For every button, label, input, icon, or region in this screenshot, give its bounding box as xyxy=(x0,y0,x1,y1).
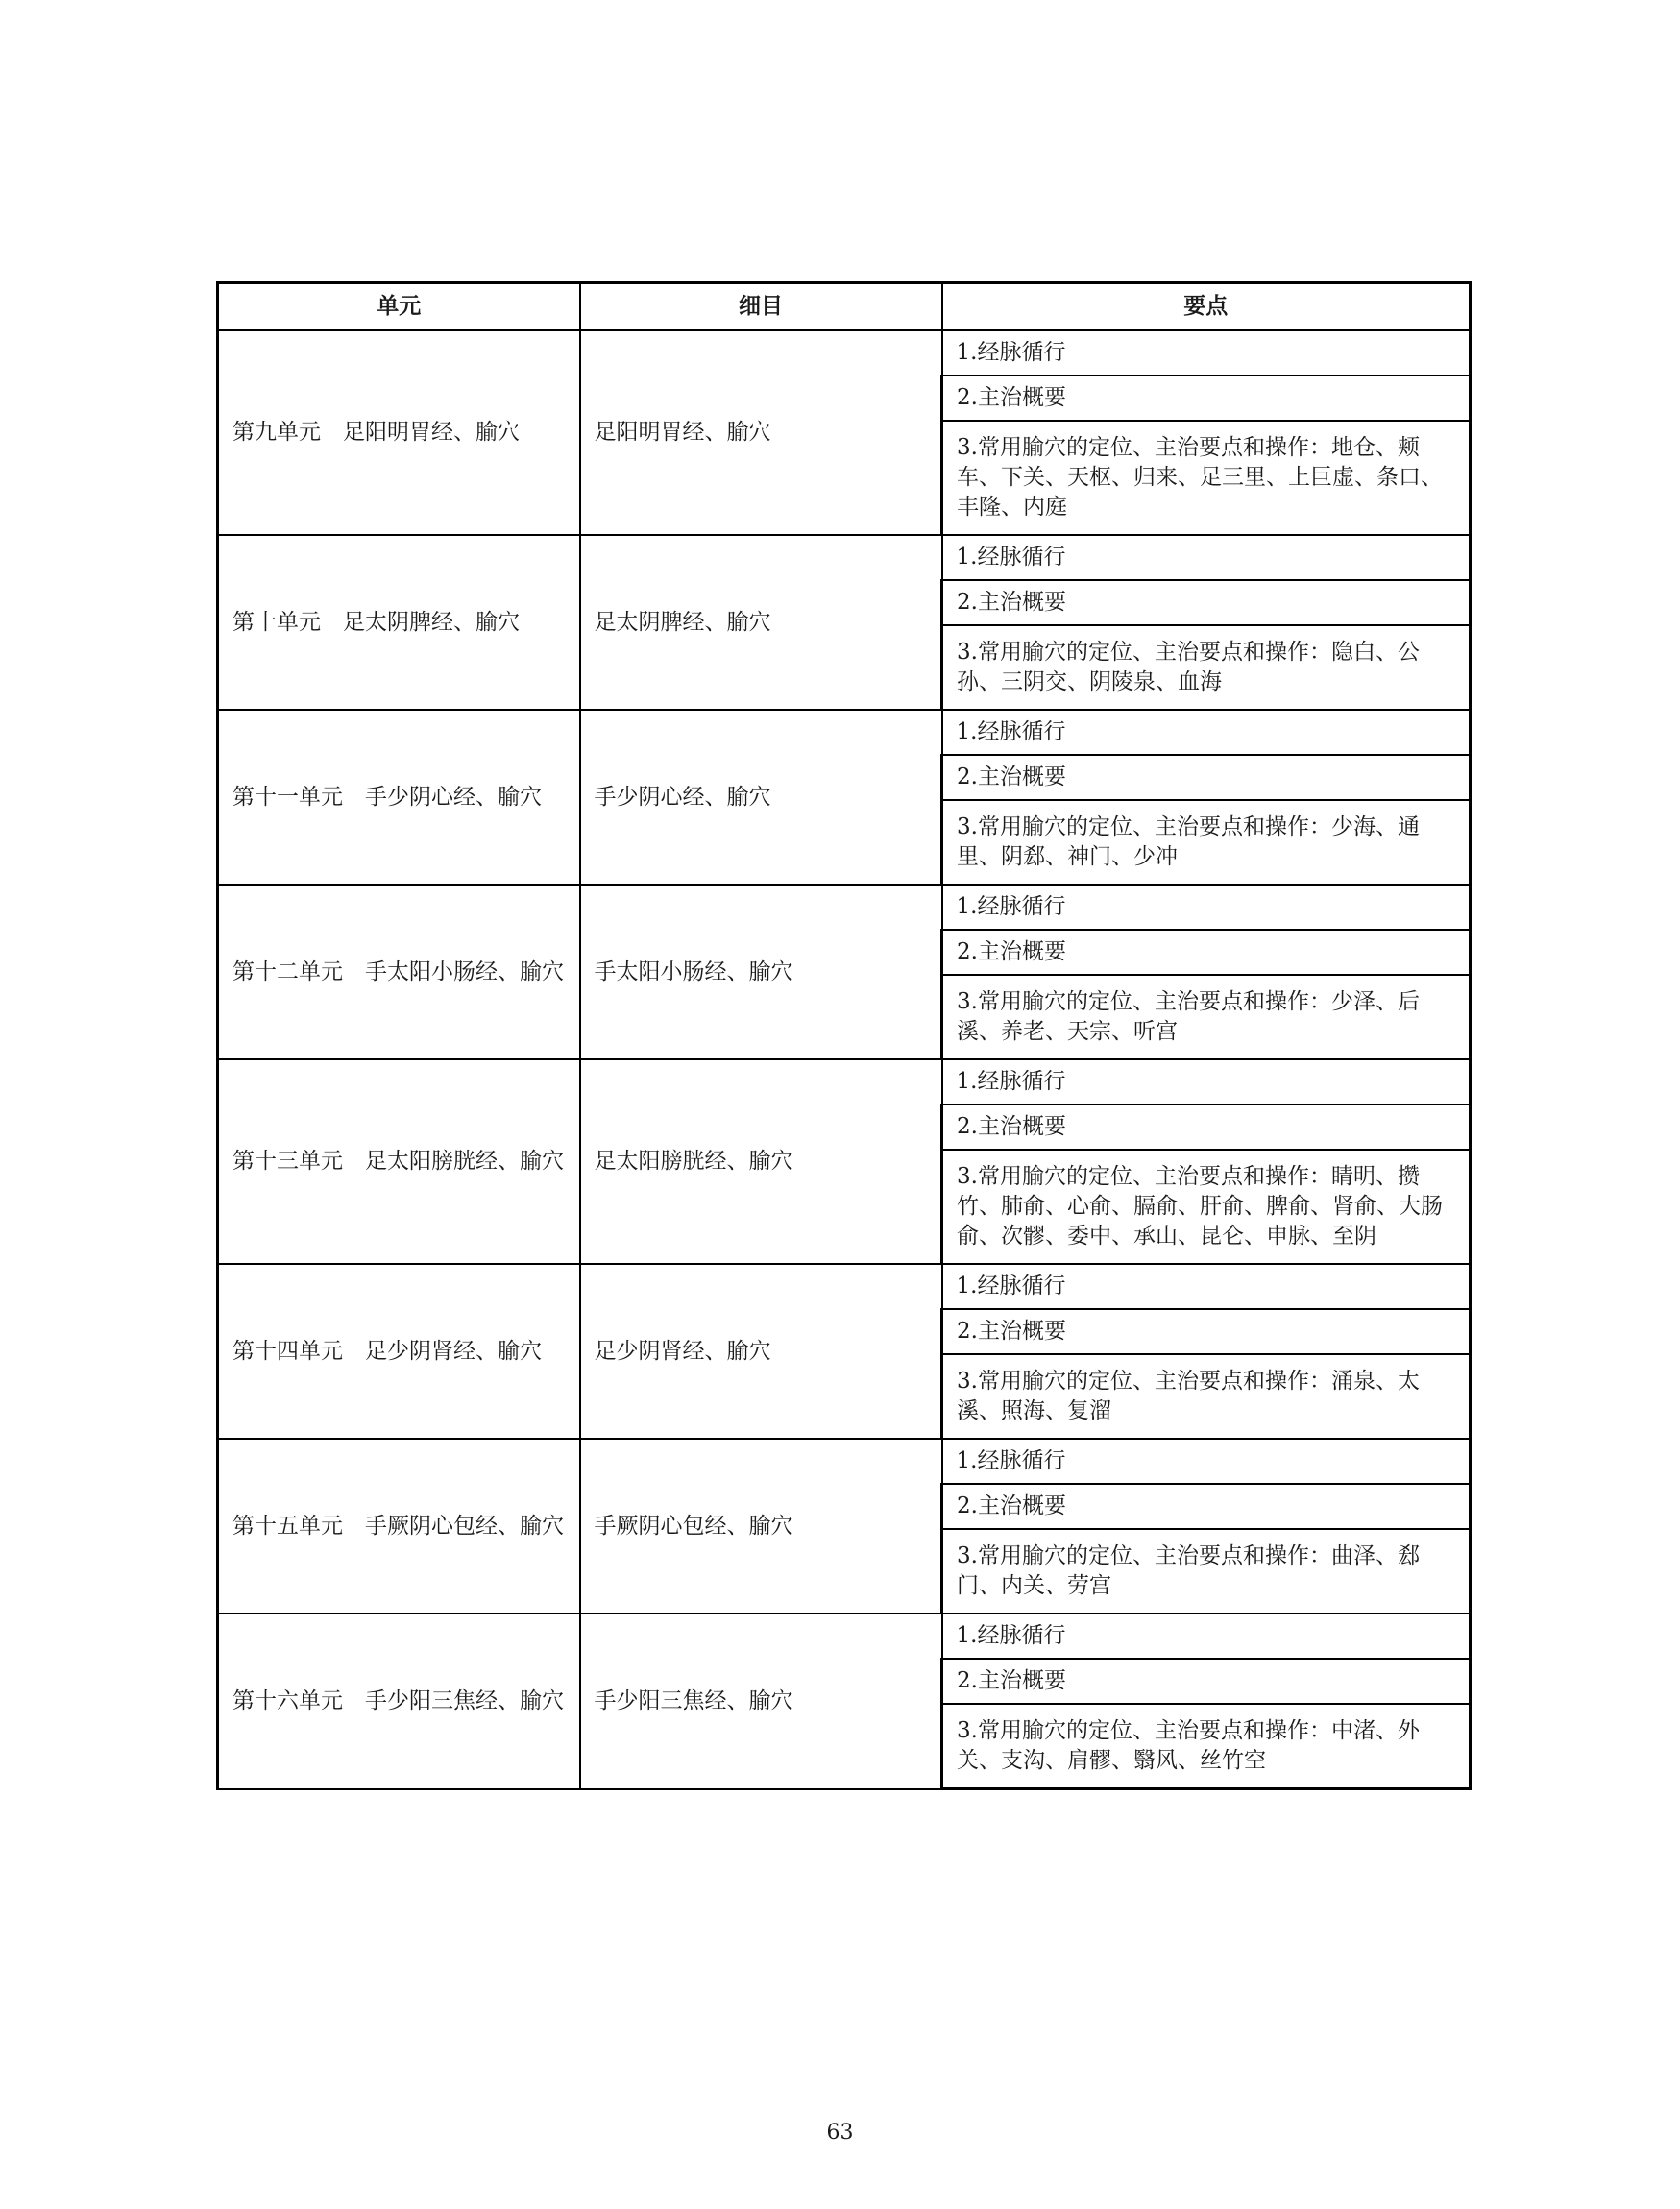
unit-cell: 第十六单元 手少阳三焦经、腧穴 xyxy=(218,1614,580,1789)
table-row xyxy=(218,885,1471,930)
point-cell: 1.经脉循行 xyxy=(942,1614,1471,1659)
item-cell: 足少阴肾经、腧穴 xyxy=(580,1264,942,1439)
point-cell: 3.常用腧穴的定位、主治要点和操作：地仓、颊车、下关、天枢、归来、足三里、上巨虚、条口、丰隆、内庭 xyxy=(942,421,1471,535)
point-cell: 1.经脉循行 xyxy=(942,535,1471,580)
point-cell: 2.主治概要 xyxy=(942,1104,1471,1150)
point-cell: 3.常用腧穴的定位、主治要点和操作：少海、通里、阴郄、神门、少冲 xyxy=(942,800,1471,885)
unit-cell: 第十一单元 手少阴心经、腧穴 xyxy=(218,710,580,885)
unit-cell: 第十单元 足太阴脾经、腧穴 xyxy=(218,535,580,710)
point-cell: 1.经脉循行 xyxy=(942,330,1471,376)
item-cell: 足太阳膀胱经、腧穴 xyxy=(580,1059,942,1264)
point-cell: 2.主治概要 xyxy=(942,1659,1471,1704)
table-row xyxy=(218,1439,1471,1484)
unit-cell: 第十二单元 手太阳小肠经、腧穴 xyxy=(218,885,580,1059)
point-cell: 1.经脉循行 xyxy=(942,885,1471,930)
item-cell: 足太阴脾经、腧穴 xyxy=(580,535,942,710)
unit-cell: 第十四单元 足少阴肾经、腧穴 xyxy=(218,1264,580,1439)
point-cell: 1.经脉循行 xyxy=(942,1059,1471,1104)
header-unit: 单元 xyxy=(218,283,580,331)
page-number: 63 xyxy=(826,2121,854,2145)
item-cell: 足阳明胃经、腧穴 xyxy=(580,330,942,535)
item-cell: 手少阳三焦经、腧穴 xyxy=(580,1614,942,1789)
unit-cell: 第十三单元 足太阳膀胱经、腧穴 xyxy=(218,1059,580,1264)
header-row xyxy=(218,283,1471,331)
unit-cell: 第十五单元 手厥阴心包经、腧穴 xyxy=(218,1439,580,1614)
point-cell: 3.常用腧穴的定位、主治要点和操作：中渚、外关、支沟、肩髎、翳风、丝竹空 xyxy=(942,1704,1471,1789)
point-cell: 2.主治概要 xyxy=(942,755,1471,800)
point-cell: 2.主治概要 xyxy=(942,930,1471,975)
point-cell: 3.常用腧穴的定位、主治要点和操作：少泽、后溪、养老、天宗、听宫 xyxy=(942,975,1471,1059)
point-cell: 2.主治概要 xyxy=(942,376,1471,421)
table-row xyxy=(218,330,1471,376)
table-row xyxy=(218,1614,1471,1659)
header-item: 细目 xyxy=(580,283,942,331)
point-cell: 1.经脉循行 xyxy=(942,1439,1471,1484)
item-cell: 手少阴心经、腧穴 xyxy=(580,710,942,885)
item-cell: 手太阳小肠经、腧穴 xyxy=(580,885,942,1059)
point-cell: 2.主治概要 xyxy=(942,1309,1471,1354)
table-row xyxy=(218,710,1471,755)
item-cell: 手厥阴心包经、腧穴 xyxy=(580,1439,942,1614)
syllabus-table xyxy=(216,281,1472,1790)
table-row xyxy=(218,1264,1471,1309)
point-cell: 3.常用腧穴的定位、主治要点和操作：睛明、攒竹、肺俞、心俞、膈俞、肝俞、脾俞、肾俞、大肠俞、次髎、委中、承山、昆仑、申脉、至阴 xyxy=(942,1150,1471,1264)
point-cell: 3.常用腧穴的定位、主治要点和操作：涌泉、太溪、照海、复溜 xyxy=(942,1354,1471,1439)
point-cell: 2.主治概要 xyxy=(942,1484,1471,1529)
point-cell: 1.经脉循行 xyxy=(942,710,1471,755)
header-points: 要点 xyxy=(942,283,1471,331)
table-row xyxy=(218,1059,1471,1104)
point-cell: 3.常用腧穴的定位、主治要点和操作：曲泽、郄门、内关、劳宫 xyxy=(942,1529,1471,1614)
point-cell: 2.主治概要 xyxy=(942,580,1471,625)
table-row xyxy=(218,535,1471,580)
unit-cell: 第九单元 足阳明胃经、腧穴 xyxy=(218,330,580,535)
point-cell: 3.常用腧穴的定位、主治要点和操作：隐白、公孙、三阴交、阴陵泉、血海 xyxy=(942,625,1471,710)
point-cell: 1.经脉循行 xyxy=(942,1264,1471,1309)
